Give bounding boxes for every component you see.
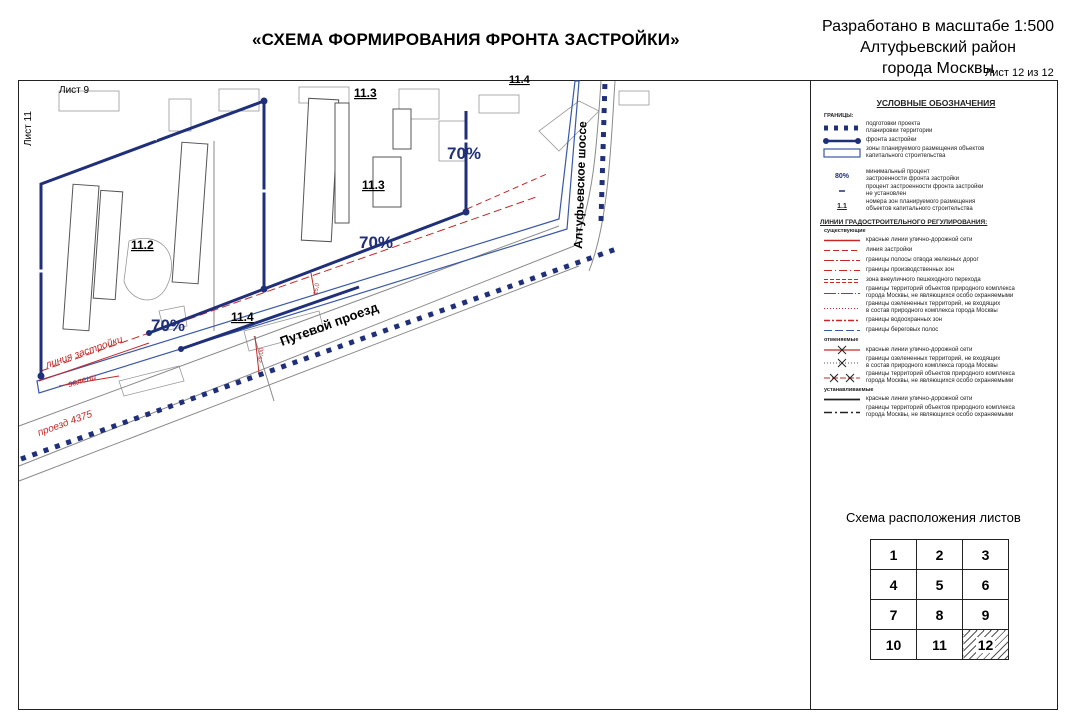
sheet-layout-title: Схема расположения листов (846, 510, 1021, 525)
buildings (63, 98, 411, 330)
zone-number-11-4: 11.4 (231, 310, 254, 324)
legend-row (818, 256, 1054, 265)
sheet-cell[interactable]: 7 (871, 600, 917, 630)
street-altufevskoe: Алтуфьевское шоссе (571, 121, 590, 250)
legend-text: линия застройки (866, 247, 913, 253)
legend-row (818, 199, 1054, 213)
cancelled-green-symbol (822, 358, 862, 368)
stamp-city: города Москвы (882, 60, 994, 77)
legend-row (818, 246, 1054, 255)
cancelled-natural-symbol (822, 373, 862, 383)
percent-label-mid: 70% (359, 233, 394, 252)
legend-text: фронта застройки (866, 137, 917, 143)
legend-row (818, 266, 1054, 275)
water-line-symbol (822, 318, 862, 323)
dimension-2: 25,00 (257, 347, 266, 364)
legend-text: минимальный процент застроенности фронта застройки (866, 169, 960, 182)
zone-number-11-4-top: 11.4 (509, 74, 530, 86)
legend-text: процент застроенности фронта застройки не установлен (866, 184, 984, 197)
legend-row (818, 146, 1054, 160)
green-line-symbol (822, 306, 862, 311)
established-natural-symbol (822, 410, 862, 415)
legend-text: красные линии улично-дорожной сети (866, 237, 973, 243)
percent-label-left: 70% (151, 316, 186, 335)
natural-line-symbol (822, 291, 862, 296)
legend-text: красные линии улично-дорожной сети (866, 346, 973, 353)
map-view[interactable] (19, 74, 809, 481)
sheet-cell[interactable]: 3 (963, 540, 1009, 570)
legend-row (818, 345, 1054, 355)
legend-text: зоны планируемого размещения объектов капитального строительства (866, 146, 985, 159)
label-green: зелени (66, 371, 98, 389)
legend-row (818, 371, 1054, 385)
sheet-layout-grid (870, 539, 1009, 660)
legend-row (818, 236, 1054, 245)
legend-row (818, 121, 1054, 135)
zone-number-symbol: 1.1 (837, 202, 847, 210)
legend-text: подготовки проекта планировки территории (866, 121, 933, 134)
legend-text: границы производственных зон (866, 267, 954, 273)
legend-text: границы береговых полос (866, 327, 939, 333)
legend-row (818, 326, 1054, 335)
legend-text: границы территорий объектов природного комплекса города Москвы, не являющихся особо охраняемыми (866, 405, 1015, 418)
legend-text: границы территорий объектов природного комплекса города Москвы, не являющихся особо охраняемыми (866, 371, 1015, 384)
established-red-symbol (822, 397, 862, 402)
sheet-title: «СХЕМА ФОРМИРОВАНИЯ ФРОНТА ЗАСТРОЙКИ» (252, 30, 680, 49)
sheet-cell[interactable]: 8 (917, 600, 963, 630)
legend (818, 100, 1054, 420)
zone-number-11-3-top: 11.3 (354, 86, 377, 100)
legend-text: номера зон планируемого размещения объектов капитального строительства (866, 199, 976, 212)
pedestrian-symbol (822, 278, 862, 284)
legend-row (818, 286, 1054, 300)
legend-row (818, 184, 1054, 198)
zone-rect-symbol (822, 147, 862, 159)
frame-divider (810, 80, 811, 710)
legend-sub-existing: существующие (824, 228, 866, 234)
sheet-cell-current[interactable]: 12 (963, 630, 1009, 660)
sheet-cell[interactable]: 5 (917, 570, 963, 600)
legend-text: границы озелененных территорий, не входящих в состав природного комплекса города Москвы (866, 356, 1001, 369)
stamp-district: Алтуфьевский район (860, 39, 1016, 56)
dash-symbol (822, 188, 862, 194)
zone-number-11-2: 11.2 (131, 238, 154, 252)
zone-number-11-3: 11.3 (362, 178, 385, 192)
legend-row (818, 405, 1054, 419)
legend-row (818, 356, 1054, 370)
sheet-label-top: Лист 9 (59, 85, 90, 96)
industrial-line-symbol (822, 268, 862, 273)
legend-text: границы озелененных территорий, не входящих в состав природного комплекса города Москвы (866, 301, 1001, 314)
label-proezd: проезд 4375 (36, 408, 94, 439)
legend-row (818, 169, 1054, 183)
sheet-cell[interactable]: 11 (917, 630, 963, 660)
legend-sub-established: устанавливаемые (824, 387, 874, 393)
legend-text: красные линии улично-дорожной сети (866, 396, 973, 402)
red-line-symbol (822, 238, 862, 243)
rail-line-symbol (822, 258, 862, 263)
legend-row (818, 316, 1054, 325)
sheet-cell[interactable]: 9 (963, 600, 1009, 630)
legend-title: УСЛОВНЫЕ ОБОЗНАЧЕНИЯ (876, 98, 996, 108)
legend-text: границы территорий объектов природного комплекса города Москвы, не являющихся особо охраняемыми (866, 286, 1015, 299)
build-line-symbol (822, 248, 862, 253)
legend-row (818, 136, 1054, 145)
legend-text: границы водоохранных зон (866, 317, 942, 323)
label-front-line: линия застройки (44, 334, 125, 371)
sheet-cell[interactable]: 1 (871, 540, 917, 570)
sheet-cell[interactable]: 6 (963, 570, 1009, 600)
legend-text: зона внеуличного пешеходного перехода (866, 277, 981, 283)
legend-section-borders: ГРАНИЦЫ: (824, 113, 854, 119)
legend-row (818, 395, 1054, 404)
legend-sub-cancelled: отменяемые (824, 337, 859, 343)
front-line-symbol (822, 137, 862, 145)
sheet-cell[interactable]: 4 (871, 570, 917, 600)
legend-text: границы полосы отвода железных дорог (866, 257, 979, 263)
sheet-number: Лист 12 из 12 (985, 67, 1054, 79)
sheet-label-left: Лист 11 (23, 111, 34, 146)
street-putevoy: Путевой проезд (277, 299, 381, 349)
dimension-1: 15,0 (313, 282, 321, 296)
legend-row (818, 276, 1054, 285)
sheet-cell[interactable]: 2 (917, 540, 963, 570)
percent-symbol: 80% (834, 172, 849, 180)
percent-label-right: 70% (447, 144, 482, 163)
stamp-scale: Разработано в масштабе 1:500 (821, 18, 1055, 35)
dotted-border-symbol (822, 124, 862, 132)
coast-line-symbol (822, 328, 862, 333)
cancelled-red-symbol (822, 345, 862, 355)
sheet-cell[interactable]: 10 (871, 630, 917, 660)
legend-section-regulation: ЛИНИИ ГРАДОСТРОИТЕЛЬНОГО РЕГУЛИРОВАНИЯ: (820, 219, 988, 226)
legend-row (818, 301, 1054, 315)
